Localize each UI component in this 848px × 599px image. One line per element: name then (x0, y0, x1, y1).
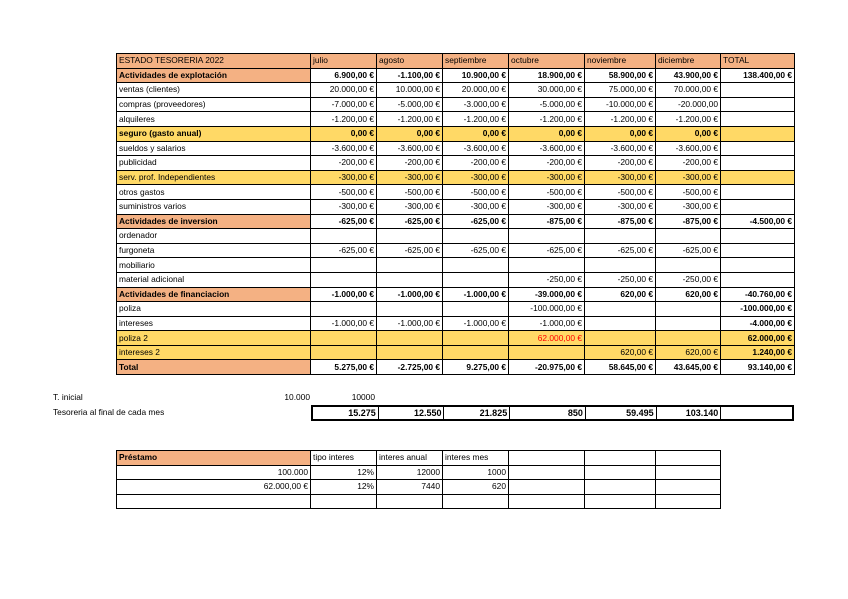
table-cell[interactable]: -1.000,00 € (443, 316, 509, 331)
column-header[interactable]: noviembre (585, 54, 656, 69)
treasury-table (116, 53, 795, 375)
row-label[interactable]: poliza (117, 302, 311, 317)
table-cell[interactable]: -250,00 € (585, 272, 656, 287)
table-cell[interactable] (377, 302, 443, 317)
loan-cell[interactable]: 12000 (377, 465, 443, 480)
table-cell[interactable]: -100.000,00 € (509, 302, 585, 317)
loan-cell[interactable] (585, 494, 656, 509)
row-label[interactable]: material adicional (117, 272, 311, 287)
table-cell[interactable]: -625,00 € (443, 243, 509, 258)
table-cell[interactable]: 10.900,00 € (443, 68, 509, 83)
table-cell[interactable]: -10.000,00 € (585, 97, 656, 112)
table-cell[interactable]: 75.000,00 € (585, 83, 656, 98)
loan-cell[interactable]: 7440 (377, 480, 443, 495)
table-cell[interactable]: -3.600,00 € (443, 141, 509, 156)
table-cell[interactable]: -625,00 € (377, 214, 443, 229)
table-cell[interactable] (656, 302, 721, 317)
loan-header-row (117, 451, 721, 466)
loan-cell[interactable]: 12% (311, 480, 377, 495)
table-row (117, 331, 795, 346)
loan-cell[interactable] (656, 494, 721, 509)
table-cell[interactable]: -500,00 € (377, 185, 443, 200)
table-cell[interactable]: 70.000,00 € (656, 83, 721, 98)
table-cell[interactable]: -300,00 € (509, 199, 585, 214)
loan-cell[interactable]: 100.000 (117, 465, 311, 480)
table-row (117, 185, 795, 200)
table-cell[interactable] (721, 97, 795, 112)
table-cell[interactable] (721, 185, 795, 200)
table-cell[interactable]: 62.000,00 € (509, 331, 585, 346)
table-cell[interactable]: -625,00 € (311, 243, 377, 258)
loan-column-header[interactable]: tipo interes (311, 451, 377, 466)
table-cell[interactable] (656, 316, 721, 331)
table-cell[interactable]: -3.600,00 € (656, 141, 721, 156)
loan-cell[interactable] (656, 465, 721, 480)
table-cell[interactable]: -1.000,00 € (509, 316, 585, 331)
table-cell[interactable]: 20.000,00 € (443, 83, 509, 98)
table-cell[interactable] (585, 331, 656, 346)
treasury-label: Tesoreria al final de cada mes (53, 407, 165, 417)
table-cell[interactable]: 10.000,00 € (377, 83, 443, 98)
loan-cell[interactable] (509, 465, 585, 480)
table-cell[interactable] (585, 316, 656, 331)
table-cell[interactable]: -300,00 € (509, 170, 585, 185)
table-cell[interactable]: -300,00 € (656, 170, 721, 185)
row-label[interactable]: Total (117, 360, 311, 375)
table-cell[interactable] (656, 229, 721, 244)
table-row (117, 287, 795, 302)
column-header[interactable]: TOTAL (721, 54, 795, 69)
table-cell[interactable] (721, 170, 795, 185)
table-cell[interactable]: -625,00 € (509, 243, 585, 258)
table-cell[interactable] (721, 243, 795, 258)
row-label[interactable]: compras (proveedores) (117, 97, 311, 112)
table-row (117, 345, 795, 360)
treasury-month-value[interactable]: 12.550 (379, 407, 445, 419)
table-cell[interactable]: 62.000,00 € (721, 331, 795, 346)
header-row (117, 54, 795, 69)
column-header[interactable]: diciembre (656, 54, 721, 69)
loan-column-header[interactable]: Préstamo (117, 451, 311, 466)
table-cell[interactable]: 0,00 € (443, 126, 509, 141)
table-row (117, 316, 795, 331)
table-cell[interactable]: -5.000,00 € (509, 97, 585, 112)
table-row (117, 83, 795, 98)
table-cell[interactable]: -500,00 € (509, 185, 585, 200)
table-cell[interactable]: -200,00 € (509, 156, 585, 171)
loan-cell[interactable] (443, 494, 509, 509)
column-header[interactable]: agosto (377, 54, 443, 69)
table-cell[interactable]: 6.900,00 € (311, 68, 377, 83)
loan-cell[interactable] (377, 494, 443, 509)
table-cell[interactable]: -300,00 € (585, 170, 656, 185)
loan-cell[interactable]: 1000 (443, 465, 509, 480)
loan-row (117, 465, 721, 480)
table-row (117, 112, 795, 127)
table-cell[interactable]: -300,00 € (656, 199, 721, 214)
table-row (117, 258, 795, 273)
table-cell[interactable]: -100.000,00 € (721, 302, 795, 317)
loan-cell[interactable] (509, 480, 585, 495)
table-cell[interactable]: 58.900,00 € (585, 68, 656, 83)
table-cell[interactable]: 9.275,00 € (443, 360, 509, 375)
table-cell[interactable]: -1.200,00 € (311, 112, 377, 127)
row-label[interactable]: furgoneta (117, 243, 311, 258)
table-cell[interactable] (721, 83, 795, 98)
table-cell[interactable] (377, 272, 443, 287)
table-cell[interactable] (311, 345, 377, 360)
table-cell[interactable] (443, 345, 509, 360)
table-cell[interactable]: -300,00 € (377, 199, 443, 214)
table-row (117, 68, 795, 83)
treasury-month-value[interactable]: 15.275 (313, 407, 379, 419)
table-cell[interactable] (377, 258, 443, 273)
table-cell[interactable]: 620,00 € (585, 345, 656, 360)
table-row (117, 170, 795, 185)
loan-column-header[interactable]: interes mes (443, 451, 509, 466)
table-cell[interactable] (721, 141, 795, 156)
table-cell[interactable]: -250,00 € (656, 272, 721, 287)
table-cell[interactable]: 93.140,00 € (721, 360, 795, 375)
table-cell[interactable] (311, 302, 377, 317)
table-cell[interactable]: -200,00 € (311, 156, 377, 171)
table-cell[interactable]: -40.760,00 € (721, 287, 795, 302)
table-cell[interactable]: -875,00 € (656, 214, 721, 229)
table-cell[interactable] (721, 258, 795, 273)
table-cell[interactable] (377, 229, 443, 244)
loan-cell[interactable] (509, 494, 585, 509)
table-cell[interactable]: -625,00 € (585, 243, 656, 258)
table-cell[interactable]: -1.200,00 € (585, 112, 656, 127)
table-cell[interactable]: 20.000,00 € (311, 83, 377, 98)
table-cell[interactable]: 0,00 € (509, 126, 585, 141)
table-cell[interactable]: -300,00 € (585, 199, 656, 214)
row-label[interactable]: Actividades de inversion (117, 214, 311, 229)
table-cell[interactable]: -200,00 € (585, 156, 656, 171)
table-cell[interactable]: -625,00 € (377, 243, 443, 258)
table-cell[interactable]: -20.000,00 (656, 97, 721, 112)
table-cell[interactable]: 0,00 € (311, 126, 377, 141)
table-cell[interactable] (656, 258, 721, 273)
table-cell[interactable]: 5.275,00 € (311, 360, 377, 375)
row-label[interactable]: sueldos y salarios (117, 141, 311, 156)
table-cell[interactable]: -3.600,00 € (509, 141, 585, 156)
row-label[interactable]: suministros varios (117, 199, 311, 214)
table-cell[interactable]: -1.000,00 € (311, 287, 377, 302)
table-cell[interactable] (311, 258, 377, 273)
table-cell[interactable] (585, 258, 656, 273)
loan-table (116, 450, 721, 509)
table-cell[interactable]: -3.600,00 € (585, 141, 656, 156)
row-label[interactable]: Actividades de explotación (117, 68, 311, 83)
row-label[interactable]: otros gastos (117, 185, 311, 200)
table-cell[interactable] (311, 229, 377, 244)
table-cell[interactable] (443, 272, 509, 287)
table-cell[interactable]: -300,00 € (311, 170, 377, 185)
loan-column-header[interactable] (509, 451, 585, 466)
table-row (117, 141, 795, 156)
table-row (117, 199, 795, 214)
initial-value-alt: 10000 (351, 392, 375, 402)
table-cell[interactable]: 30.000,00 € (509, 83, 585, 98)
table-cell[interactable]: -1.200,00 € (377, 112, 443, 127)
table-cell[interactable]: -1.000,00 € (377, 316, 443, 331)
table-cell[interactable] (721, 156, 795, 171)
row-label[interactable]: mobiliario (117, 258, 311, 273)
treasury-end-of-month-row (311, 405, 794, 421)
table-cell[interactable]: 0,00 € (585, 126, 656, 141)
table-cell[interactable] (721, 112, 795, 127)
table-cell[interactable]: -4.500,00 € (721, 214, 795, 229)
table-row (117, 97, 795, 112)
table-row (117, 360, 795, 375)
table-row (117, 126, 795, 141)
table-cell[interactable] (721, 229, 795, 244)
treasury-month-value[interactable]: 21.825 (444, 407, 510, 419)
table-cell[interactable]: -625,00 € (656, 243, 721, 258)
loan-column-header[interactable] (656, 451, 721, 466)
loan-row (117, 480, 721, 495)
table-cell[interactable] (311, 331, 377, 346)
table-row (117, 272, 795, 287)
row-label[interactable]: Actividades de financiacion (117, 287, 311, 302)
table-cell[interactable]: 620,00 € (656, 287, 721, 302)
row-label[interactable]: ordenador (117, 229, 311, 244)
table-cell[interactable] (656, 331, 721, 346)
table-cell[interactable]: -300,00 € (311, 199, 377, 214)
table-cell[interactable]: -1.000,00 € (311, 316, 377, 331)
table-cell[interactable]: -200,00 € (443, 156, 509, 171)
loan-cell[interactable]: 620 (443, 480, 509, 495)
table-cell[interactable]: 0,00 € (377, 126, 443, 141)
column-header[interactable]: septiembre (443, 54, 509, 69)
table-cell[interactable]: -3.600,00 € (311, 141, 377, 156)
table-cell[interactable]: -200,00 € (656, 156, 721, 171)
table-cell[interactable]: -1.200,00 € (509, 112, 585, 127)
table-cell[interactable]: 1.240,00 € (721, 345, 795, 360)
treasury-month-value[interactable] (721, 407, 792, 419)
table-cell[interactable] (311, 272, 377, 287)
table-cell[interactable]: 18.900,00 € (509, 68, 585, 83)
table-cell[interactable]: -875,00 € (509, 214, 585, 229)
table-cell[interactable]: -875,00 € (585, 214, 656, 229)
row-label[interactable]: poliza 2 (117, 331, 311, 346)
table-cell[interactable] (377, 331, 443, 346)
table-cell[interactable]: -300,00 € (377, 170, 443, 185)
treasury-month-value[interactable]: 103.140 (657, 407, 722, 419)
table-cell[interactable]: -20.975,00 € (509, 360, 585, 375)
table-cell[interactable]: 620,00 € (656, 345, 721, 360)
table-cell[interactable]: -1.100,00 € (377, 68, 443, 83)
row-label[interactable]: intereses (117, 316, 311, 331)
treasury-month-value[interactable]: 850 (510, 407, 586, 419)
column-header[interactable]: julio (311, 54, 377, 69)
table-cell[interactable] (509, 258, 585, 273)
table-cell[interactable] (443, 302, 509, 317)
table-row (117, 214, 795, 229)
loan-column-header[interactable]: interes anual (377, 451, 443, 466)
table-cell[interactable]: -625,00 € (311, 214, 377, 229)
row-label[interactable]: serv. prof. Independientes (117, 170, 311, 185)
table-cell[interactable]: -300,00 € (443, 199, 509, 214)
row-label[interactable]: intereses 2 (117, 345, 311, 360)
table-cell[interactable] (585, 302, 656, 317)
table-cell[interactable]: 138.400,00 € (721, 68, 795, 83)
loan-cell[interactable] (585, 465, 656, 480)
row-label[interactable]: seguro (gasto anual) (117, 126, 311, 141)
table-cell[interactable] (443, 229, 509, 244)
treasury-month-value[interactable]: 59.495 (586, 407, 657, 419)
table-cell[interactable] (377, 345, 443, 360)
table-cell[interactable]: 58.645,00 € (585, 360, 656, 375)
row-label[interactable]: ventas (clientes) (117, 83, 311, 98)
table-row (117, 243, 795, 258)
table-cell[interactable]: -300,00 € (443, 170, 509, 185)
table-row (117, 302, 795, 317)
table-cell[interactable]: -1.200,00 € (656, 112, 721, 127)
column-header[interactable]: ESTADO TESORERIA 2022 (117, 54, 311, 69)
table-cell[interactable]: 0,00 € (656, 126, 721, 141)
loan-cell[interactable]: 12% (311, 465, 377, 480)
loan-cell[interactable] (117, 494, 311, 509)
table-cell[interactable] (721, 272, 795, 287)
table-cell[interactable]: 43.900,00 € (656, 68, 721, 83)
table-cell[interactable]: -500,00 € (656, 185, 721, 200)
table-cell[interactable]: -625,00 € (443, 214, 509, 229)
table-cell[interactable]: -500,00 € (311, 185, 377, 200)
initial-label: T. inicial (53, 392, 83, 402)
loan-cell[interactable] (656, 480, 721, 495)
table-cell[interactable]: -39.000,00 € (509, 287, 585, 302)
loan-cell[interactable]: 62.000,00 € (117, 480, 311, 495)
table-cell[interactable]: -1.000,00 € (377, 287, 443, 302)
table-cell[interactable]: -5.000,00 € (377, 97, 443, 112)
table-cell[interactable] (721, 126, 795, 141)
table-cell[interactable]: -4.000,00 € (721, 316, 795, 331)
table-cell[interactable] (585, 229, 656, 244)
table-cell[interactable]: -3.000,00 € (443, 97, 509, 112)
table-cell[interactable]: 620,00 € (585, 287, 656, 302)
table-cell[interactable] (509, 345, 585, 360)
table-cell[interactable]: -7.000,00 € (311, 97, 377, 112)
table-cell[interactable]: 43.645,00 € (656, 360, 721, 375)
table-cell[interactable] (443, 258, 509, 273)
table-cell[interactable]: -500,00 € (585, 185, 656, 200)
initial-value: 10.000 (284, 392, 310, 402)
loan-cell[interactable] (311, 494, 377, 509)
row-label[interactable]: alquileres (117, 112, 311, 127)
table-cell[interactable]: -200,00 € (377, 156, 443, 171)
table-cell[interactable]: -3.600,00 € (377, 141, 443, 156)
row-label[interactable]: publicidad (117, 156, 311, 171)
table-cell[interactable] (509, 229, 585, 244)
table-cell[interactable] (443, 331, 509, 346)
table-row (117, 156, 795, 171)
table-cell[interactable]: -250,00 € (509, 272, 585, 287)
column-header[interactable]: octubre (509, 54, 585, 69)
table-cell[interactable] (721, 199, 795, 214)
table-cell[interactable]: -500,00 € (443, 185, 509, 200)
loan-column-header[interactable] (585, 451, 656, 466)
table-cell[interactable]: -1.000,00 € (443, 287, 509, 302)
loan-cell[interactable] (585, 480, 656, 495)
loan-row (117, 494, 721, 509)
table-cell[interactable]: -2.725,00 € (377, 360, 443, 375)
table-row (117, 229, 795, 244)
table-cell[interactable]: -1.200,00 € (443, 112, 509, 127)
